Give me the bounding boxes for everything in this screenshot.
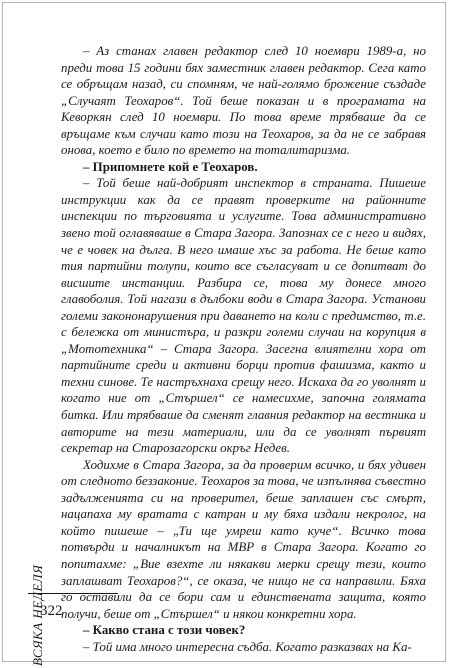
paragraph: – Той има много интересна съдба. Когато разказвах на Ка- [83,639,412,654]
paragraph: Ходихме в Стара Загора, за да проверим всичко, и бях удивен от следното беззаконие. Теохаров за това, че изпълнява съвестно задълженията си на проверител, беше заплашен със смърт, нацапаха му вратата с катран и му бяха издали некролог, на който пишеше – „Ти ще умреш като куче“. Всичко това потвърди и началникът на МВР в Стара Загора. Когато го попитахме: „Вие взехте ли някакви мерки срещу тези, които заплашват Теохаров?“, се оказа, че нищо не са направили. Бяха го оставили да се бори сам и единствената защита, която получи, беше от „Стършел“ и някои конкретни хора. [61,457,426,621]
page-number: 322 [40,603,63,619]
paragraph: – Той беше най-добрият инспектор в страната. Пишеше инструкции как да се правят проверките на районните инспекции по търговията и услугите. Това административно звено той оглавяваше в Стара Загора. Запознах се с него и видях, че е човек на дълга. В него имаше хъс за работа. Не беше като тия партийни толупи, които все съгласуват и се допитват до висшите инстанции. Разбира се, това му донесе много главоболия. Той нагази в дълбоки води в Стара Загора. Установи големи закононарушения при даването на коли с предимство, т.е. с бележка от министъра, и разкри големи случаи на корупция в „Мототехника“ – Стара Загора. Засегна влиятелни хора от партийните среди и активни борци против фашизма, както и техни синове. Те настръхнаха срещу него. Искаха да го уволнят и когато ние от „Стършел“ се намесихме, започна голямата битка. Или трябваше да сменят главния редактор на вестника и авторите на тези материали, или да се уволнят първият секретар на Старозагорски окръг Недев. [61,176,426,456]
paragraph: – Аз станах главен редактор след 10 ноември 1989-а, но преди това 15 години бях заместник главен редактор. Сега като се обръщам назад, си спомням, че най-голямо брожение създаде „Случаят Теохаров“. Той беше показан и в програмата на Кеворкян след 10 ноември. По това време трябваше да се връщаме към случаи като този на Теохаров, за да не се забравя онова, което е било по времето на тоталитаризма. [61,44,426,158]
interview-question: – Какво стана с този човек? [83,623,246,638]
section-label-text: ВСЯКА НЕДЕЛЯ [30,564,45,666]
article-body [61,43,426,655]
footer-rule [28,593,118,594]
interview-question: – Припомнете кой е Теохаров. [83,159,258,174]
